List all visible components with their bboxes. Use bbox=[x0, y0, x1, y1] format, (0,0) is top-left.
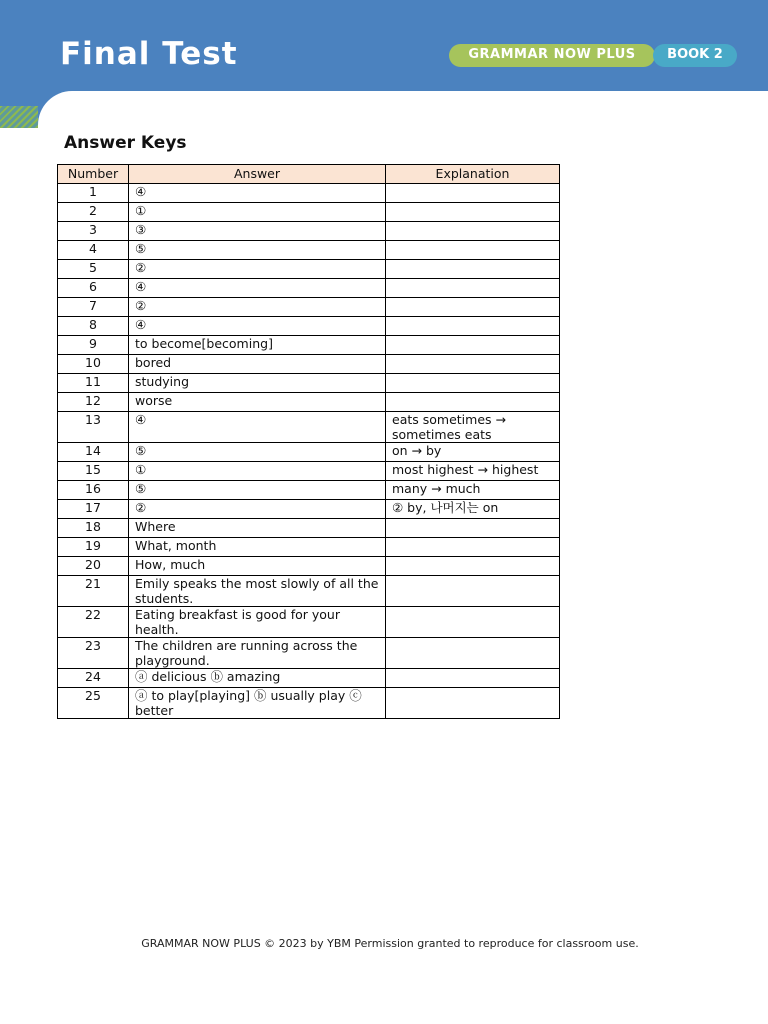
table-row bbox=[58, 298, 560, 317]
row-explanation bbox=[386, 538, 560, 557]
row-number: 19 bbox=[58, 538, 129, 557]
section-title: Answer Keys bbox=[64, 133, 187, 153]
row-number: 3 bbox=[58, 222, 129, 241]
table-row bbox=[58, 279, 560, 298]
row-answer: ⑤ bbox=[129, 443, 386, 462]
table-row bbox=[58, 688, 560, 719]
row-explanation bbox=[386, 607, 560, 638]
row-answer: What, month bbox=[129, 538, 386, 557]
row-number: 13 bbox=[58, 412, 129, 443]
row-answer: Where bbox=[129, 519, 386, 538]
row-explanation bbox=[386, 336, 560, 355]
row-answer: ② bbox=[129, 298, 386, 317]
row-answer: ④ bbox=[129, 184, 386, 203]
row-answer: ⓐ delicious ⓑ amazing bbox=[129, 669, 386, 688]
row-number: 11 bbox=[58, 374, 129, 393]
series-badge: GRAMMAR NOW PLUS bbox=[449, 44, 655, 67]
row-explanation bbox=[386, 355, 560, 374]
row-answer: to become[becoming] bbox=[129, 336, 386, 355]
row-number: 18 bbox=[58, 519, 129, 538]
page-title: Final Test bbox=[60, 36, 238, 72]
row-number: 14 bbox=[58, 443, 129, 462]
row-number: 1 bbox=[58, 184, 129, 203]
row-number: 10 bbox=[58, 355, 129, 374]
row-answer: studying bbox=[129, 374, 386, 393]
table-row bbox=[58, 241, 560, 260]
row-number: 5 bbox=[58, 260, 129, 279]
row-answer: Eating breakfast is good for your health. bbox=[129, 607, 386, 638]
row-number: 9 bbox=[58, 336, 129, 355]
row-explanation bbox=[386, 241, 560, 260]
row-explanation bbox=[386, 669, 560, 688]
row-number: 23 bbox=[58, 638, 129, 669]
row-number: 15 bbox=[58, 462, 129, 481]
book-badge: BOOK 2 bbox=[653, 44, 737, 67]
row-explanation bbox=[386, 260, 560, 279]
row-answer: How, much bbox=[129, 557, 386, 576]
row-answer: ⑤ bbox=[129, 241, 386, 260]
row-answer: ③ bbox=[129, 222, 386, 241]
footer-copyright: GRAMMAR NOW PLUS © 2023 by YBM Permission granted to reproduce for classroom use. bbox=[141, 937, 639, 950]
row-explanation bbox=[386, 557, 560, 576]
row-number: 24 bbox=[58, 669, 129, 688]
row-answer: ⓐ to play[playing] ⓑ usually play ⓒ better bbox=[129, 688, 386, 719]
row-number: 20 bbox=[58, 557, 129, 576]
row-explanation bbox=[386, 222, 560, 241]
table-row bbox=[58, 576, 560, 607]
answer-key-table bbox=[57, 164, 560, 719]
table-row bbox=[58, 638, 560, 669]
column-header-explanation: Explanation bbox=[386, 165, 560, 184]
table-row bbox=[58, 443, 560, 462]
row-explanation bbox=[386, 298, 560, 317]
table-row bbox=[58, 317, 560, 336]
row-explanation bbox=[386, 203, 560, 222]
table-row bbox=[58, 184, 560, 203]
table-row bbox=[58, 538, 560, 557]
row-answer: worse bbox=[129, 393, 386, 412]
column-header-answer: Answer bbox=[129, 165, 386, 184]
row-explanation bbox=[386, 638, 560, 669]
row-answer: ④ bbox=[129, 412, 386, 443]
row-number: 21 bbox=[58, 576, 129, 607]
table-row bbox=[58, 557, 560, 576]
table-row bbox=[58, 222, 560, 241]
row-explanation: most highest → highest bbox=[386, 462, 560, 481]
row-number: 12 bbox=[58, 393, 129, 412]
row-explanation: on → by bbox=[386, 443, 560, 462]
table-row bbox=[58, 412, 560, 443]
row-explanation bbox=[386, 393, 560, 412]
row-explanation: ② by, 나머지는 on bbox=[386, 500, 560, 519]
header-band-edge bbox=[0, 91, 38, 106]
row-answer: ① bbox=[129, 203, 386, 222]
row-explanation bbox=[386, 688, 560, 719]
row-answer: ② bbox=[129, 500, 386, 519]
table-row bbox=[58, 355, 560, 374]
row-answer: ① bbox=[129, 462, 386, 481]
row-number: 2 bbox=[58, 203, 129, 222]
row-explanation bbox=[386, 279, 560, 298]
row-explanation bbox=[386, 519, 560, 538]
row-number: 17 bbox=[58, 500, 129, 519]
row-number: 22 bbox=[58, 607, 129, 638]
row-number: 16 bbox=[58, 481, 129, 500]
row-answer: ② bbox=[129, 260, 386, 279]
row-number: 25 bbox=[58, 688, 129, 719]
row-answer: Emily speaks the most slowly of all the students. bbox=[129, 576, 386, 607]
header-curve bbox=[38, 91, 768, 128]
row-number: 4 bbox=[58, 241, 129, 260]
table-row bbox=[58, 669, 560, 688]
row-answer: The children are running across the playground. bbox=[129, 638, 386, 669]
row-explanation bbox=[386, 184, 560, 203]
table-row bbox=[58, 462, 560, 481]
row-answer: ④ bbox=[129, 317, 386, 336]
decorative-stripes bbox=[0, 106, 38, 128]
table-body bbox=[58, 184, 560, 719]
table-row bbox=[58, 260, 560, 279]
table-row bbox=[58, 500, 560, 519]
table-row bbox=[58, 607, 560, 638]
row-answer: bored bbox=[129, 355, 386, 374]
row-number: 6 bbox=[58, 279, 129, 298]
row-number: 7 bbox=[58, 298, 129, 317]
table-row bbox=[58, 203, 560, 222]
column-header-number: Number bbox=[58, 165, 129, 184]
row-explanation bbox=[386, 576, 560, 607]
row-answer: ⑤ bbox=[129, 481, 386, 500]
row-explanation bbox=[386, 317, 560, 336]
row-explanation: many → much bbox=[386, 481, 560, 500]
row-explanation bbox=[386, 374, 560, 393]
row-answer: ④ bbox=[129, 279, 386, 298]
row-number: 8 bbox=[58, 317, 129, 336]
table-row bbox=[58, 393, 560, 412]
table-row bbox=[58, 374, 560, 393]
table-row bbox=[58, 336, 560, 355]
table-row bbox=[58, 481, 560, 500]
table-row bbox=[58, 519, 560, 538]
table-header-row bbox=[58, 165, 560, 184]
row-explanation: eats sometimes → sometimes eats bbox=[386, 412, 560, 443]
